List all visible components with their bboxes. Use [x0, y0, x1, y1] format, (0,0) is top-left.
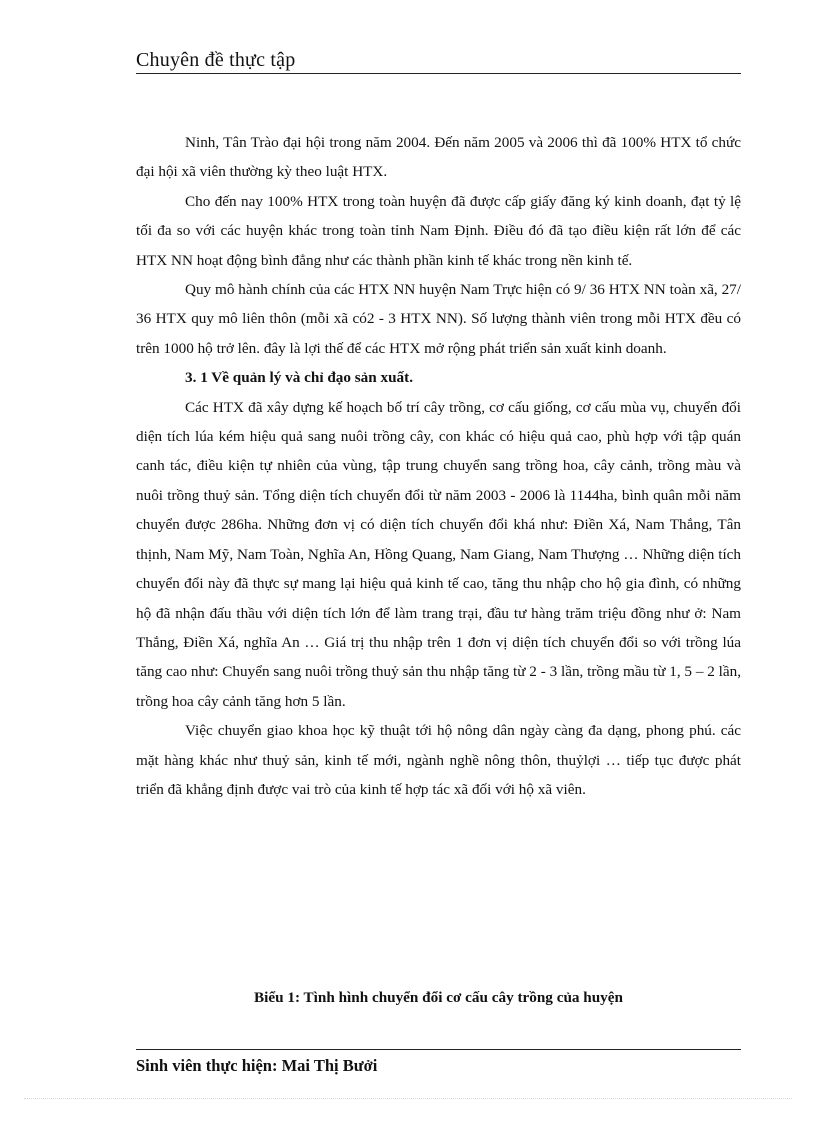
section-heading: 3. 1 Về quản lý và chỉ đạo sản xuất.: [185, 369, 414, 387]
footer-divider: [136, 1049, 741, 1050]
paragraph-2: Cho đến nay 100% HTX trong toàn huyện đã được cấp giấy đăng ký kinh doanh, đạt tỷ lệ tối đa so với các huyện khác trong toàn tỉnh Nam Định. Điều đó đã tạo điều kiện rất lớn để các HTX NN hoạt động bình đẳng như các thành phần kinh tế khác trong nền kinh tế.: [136, 192, 741, 269]
paragraph-5: Việc chuyển giao khoa học kỹ thuật tới hộ nông dân ngày càng đa dạng, phong phú. các mặt hàng khác như thuỷ sản, kinh tế mới, ngành nghề nông thôn, thuỷlợi … tiếp tục được phát triển đã khẳng định được vai trò của kinh tế hợp tác xã đối với hộ xã viên.: [136, 722, 741, 798]
body-text: [136, 128, 741, 804]
paragraph-3: Quy mô hành chính của các HTX NN huyện Nam Trực hiện có 9/ 36 HTX NN toàn xã, 27/ 36 HTX quy mô liên thôn (mỗi xã có2 - 3 HTX NN). Số lượng thành viên trong mỗi HTX đều có trên 1000 hộ trở lên. đây là lợi thế để các HTX mở rộng phát triển sản xuất kinh doanh.: [136, 281, 741, 357]
page-header-title: Chuyên đề thực tập: [136, 49, 296, 71]
paragraph-4: Các HTX đã xây dựng kế hoạch bố trí cây trồng, cơ cấu giống, cơ cấu mùa vụ, chuyển đổi diện tích lúa kém hiệu quả sang nuôi trồng cây, con khác có hiệu quả cao, phù hợp với tập quán canh tác, điều kiện tự nhiên của vùng, tập trung chuyển sang trồng hoa, cây cảnh, trồng màu và nuôi trồng thuỷ sản. Tổng diện tích chuyển đổi từ năm 2003 - 2006 là 1144ha, bình quân mỗi năm chuyển được 286ha. Những đơn vị có diện tích chuyển đổi khá như: Điền Xá, Nam Thắng, Tân thịnh, Nam Mỹ, Nam Toàn, Nghĩa An, Hồng Quang, Nam Giang, Nam Thượng … Những diện tích chuyển đổi này đã thực sự mang lại hiệu quả kinh tế cao, tăng thu nhập cho hộ gia đình, có những hộ đã nhận đấu thầu với diện tích lớn để làm trang trại, đầu tư hàng trăm triệu đồng như ở: Nam Thắng, Điền Xá, nghĩa An … Giá trị thu nhập trên 1 đơn vị diện tích chuyển đổi so với trồng lúa tăng cao như: Chuyển sang nuôi trồng thuỷ sản thu nhập tăng từ 2 - 3 lần, trồng mầu từ 1, 5 – 2 lần, trồng hoa cây cảnh tăng hơn 5 lần.: [136, 398, 741, 710]
paragraph-1: Ninh, Tân Trào đại hội trong năm 2004. Đến năm 2005 và 2006 thì đã 100% HTX tổ chức đại hội xã viên thường kỳ theo luật HTX.: [136, 134, 741, 181]
page-bottom-edge: [24, 1098, 792, 1099]
page-footer-author: Sinh viên thực hiện: Mai Thị Bưởi: [136, 1056, 378, 1075]
header-divider: [136, 73, 741, 74]
table-caption: Biểu 1: Tình hình chuyển đổi cơ cấu cây trồng của huyện: [254, 989, 623, 1006]
